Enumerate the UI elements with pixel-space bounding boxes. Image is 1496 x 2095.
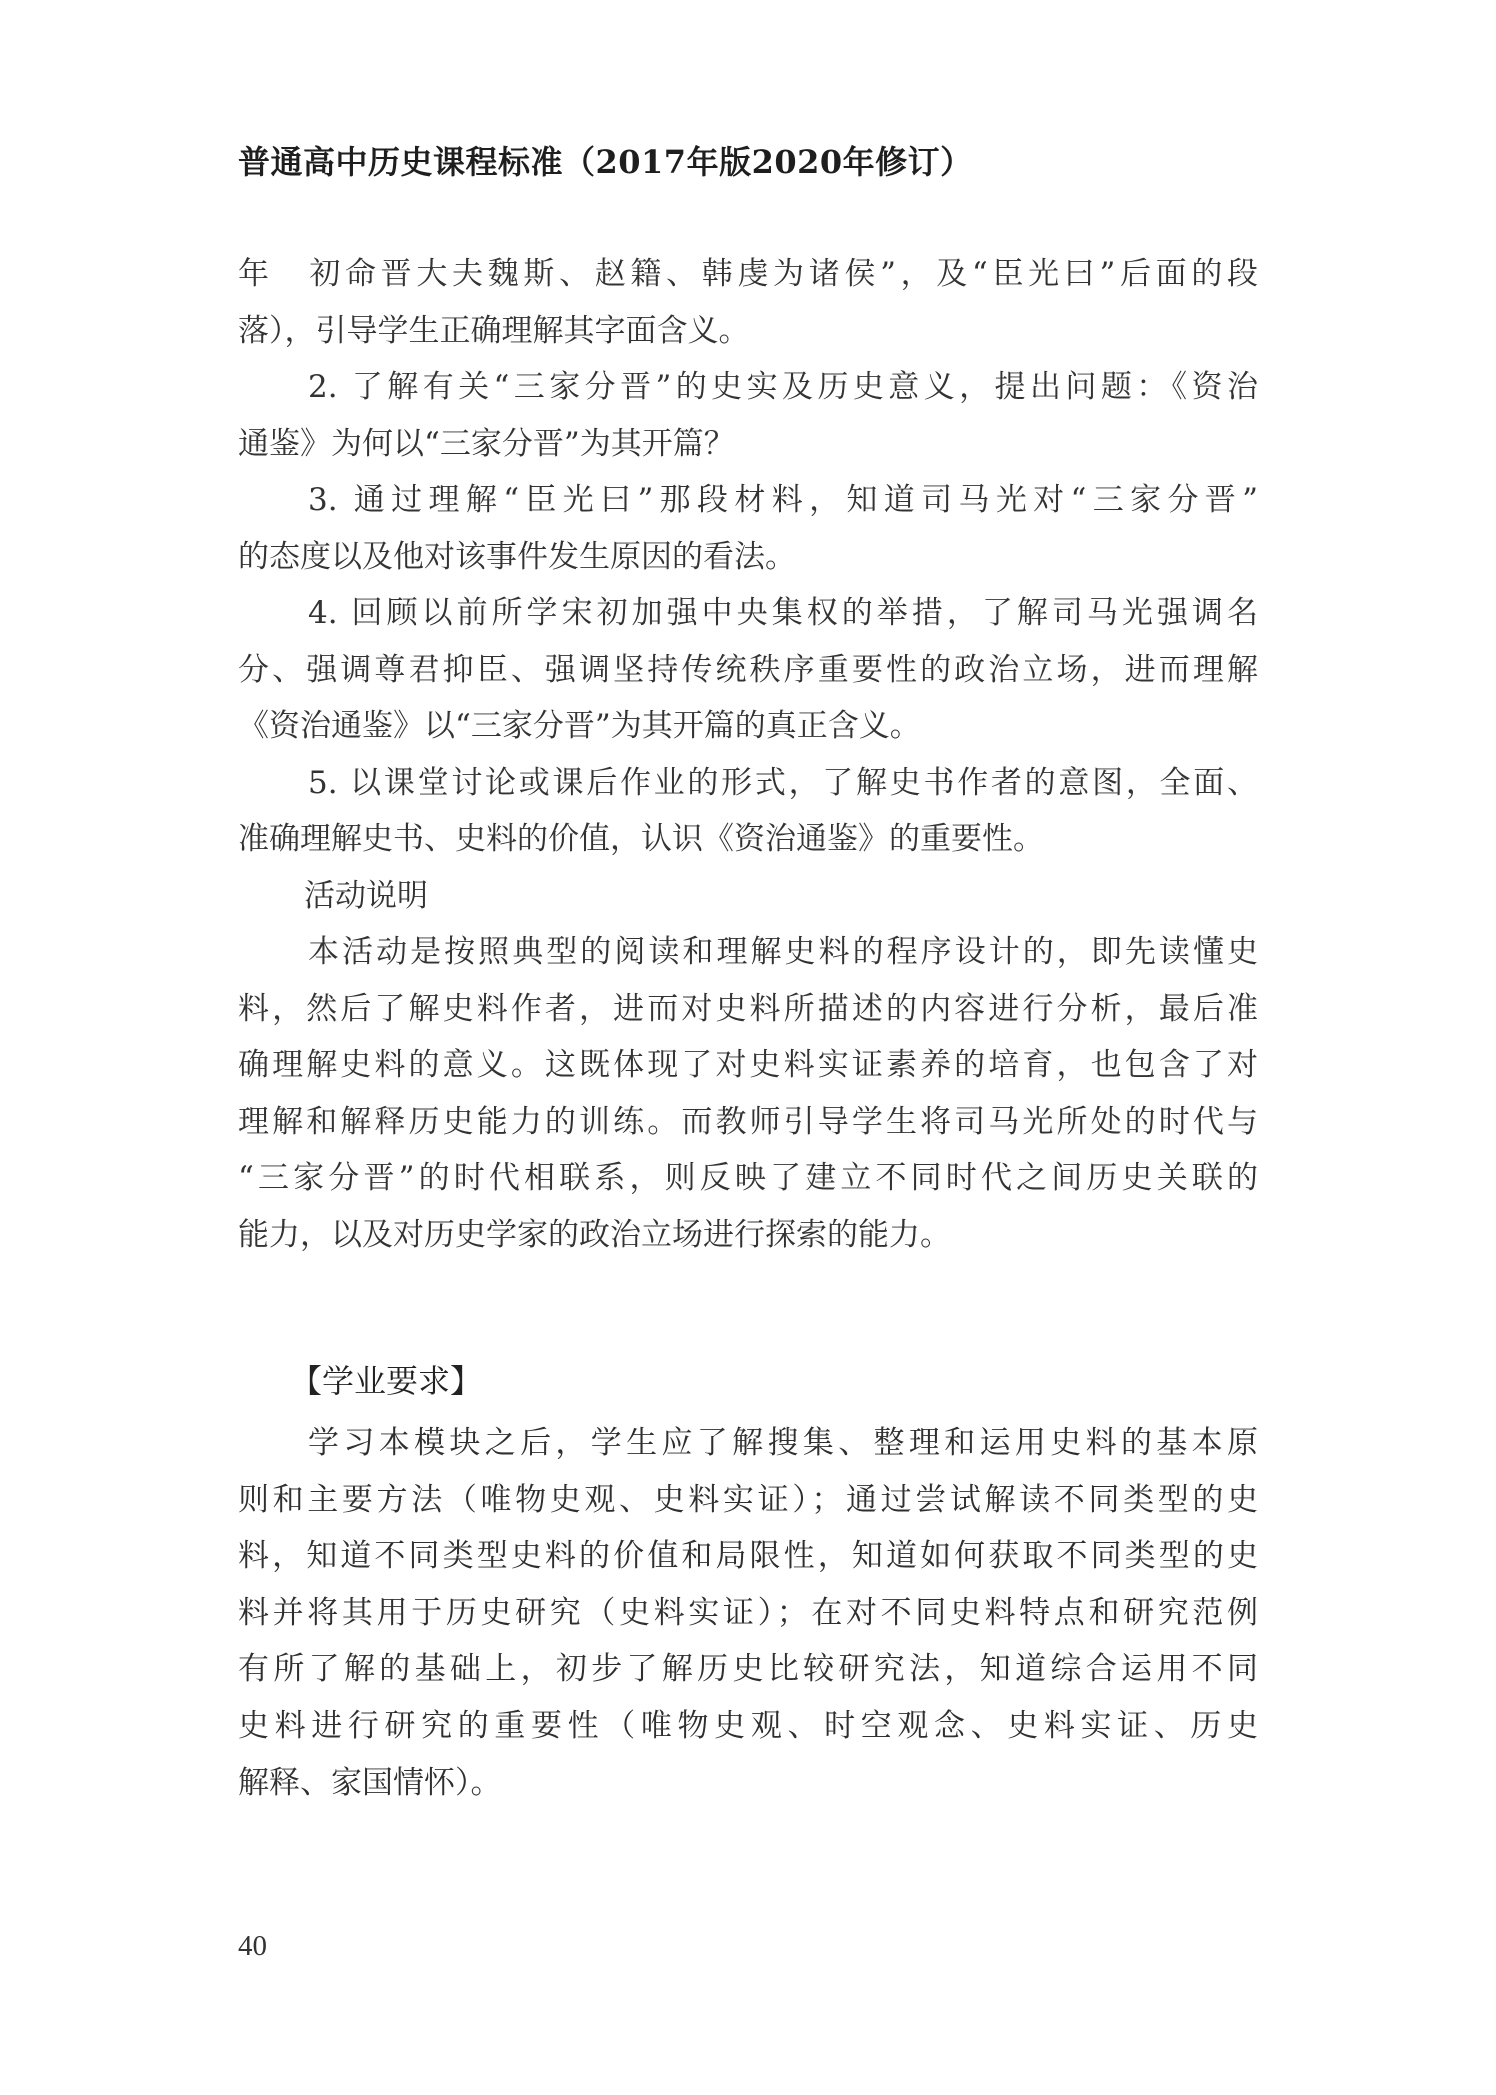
running-header: 普通高中历史课程标准（2017年版2020年修订） [238, 143, 973, 181]
text-line: 料，然后了解史料作者，进而对史料所描述的内容进行分析，最后准 [238, 990, 1258, 1027]
activity-subheading: 活动说明 [304, 877, 428, 914]
text-line: 确理解史料的意义。这既体现了对史料实证素养的培育，也包含了对 [238, 1047, 1258, 1083]
text-line: 通鉴》为何以“三家分晋”为其开篇？ [238, 425, 735, 462]
text-line: 的态度以及他对该事件发生原因的看法。 [238, 538, 796, 575]
text-line: 料并将其用于历史研究（史料实证）；在对不同史料特点和研究范例 [238, 1594, 1258, 1631]
text-line: 理解和解释历史能力的训练。而教师引导学生将司马光所处的时代与 [238, 1103, 1258, 1140]
text-line: 5. 以课堂讨论或课后作业的形式，了解史书作者的意图，全面、 [308, 764, 1258, 801]
text-line: 本活动是按照典型的阅读和理解史料的程序设计的，即先读懂史 [308, 934, 1258, 970]
text-line: 2. 了解有关“三家分晋”的史实及历史意义，提出问题：《资治 [308, 369, 1258, 405]
text-line: 年 初命晋大夫魏斯、赵籍、韩虔为诸侯”，及“臣光曰”后面的段 [238, 256, 1258, 292]
text-line: “三家分晋”的时代相联系，则反映了建立不同时代之间历史关联的 [238, 1160, 1258, 1196]
text-line: 史料进行研究的重要性（唯物史观、时空观念、史料实证、历史 [238, 1707, 1258, 1744]
text-line: 料，知道不同类型史料的价值和局限性，知道如何获取不同类型的史 [238, 1538, 1258, 1575]
page-number: 40 [238, 1930, 267, 1962]
text-line: 能力，以及对历史学家的政治立场进行探索的能力。 [238, 1216, 951, 1253]
text-line: 4. 回顾以前所学宋初加强中央集权的举措，了解司马光强调名 [308, 595, 1258, 631]
text-line: 准确理解史书、史料的价值，认识《资治通鉴》的重要性。 [238, 821, 1044, 857]
text-line: 落），引导学生正确理解其字面含义。 [238, 312, 750, 349]
activity-text-block [238, 246, 1258, 1263]
text-line: 3. 通过理解“臣光曰”那段材料，知道司马光对“三家分晋” [308, 482, 1258, 518]
text-line: 有所了解的基础上，初步了解历史比较研究法，知道综合运用不同 [238, 1651, 1258, 1688]
academic-requirements-text [238, 1415, 1258, 1811]
text-line: 《资治通鉴》以“三家分晋”为其开篇的真正含义。 [238, 708, 921, 744]
text-line: 解释、家国情怀）。 [238, 1764, 502, 1801]
text-line: 学习本模块之后，学生应了解搜集、整理和运用史料的基本原 [308, 1425, 1258, 1461]
academic-requirements-heading: 【学业要求】 [290, 1362, 483, 1400]
text-line: 则和主要方法（唯物史观、史料实证）；通过尝试解读不同类型的史 [238, 1481, 1258, 1518]
text-line: 分、强调尊君抑臣、强调坚持传统秩序重要性的政治立场，进而理解 [238, 651, 1258, 688]
